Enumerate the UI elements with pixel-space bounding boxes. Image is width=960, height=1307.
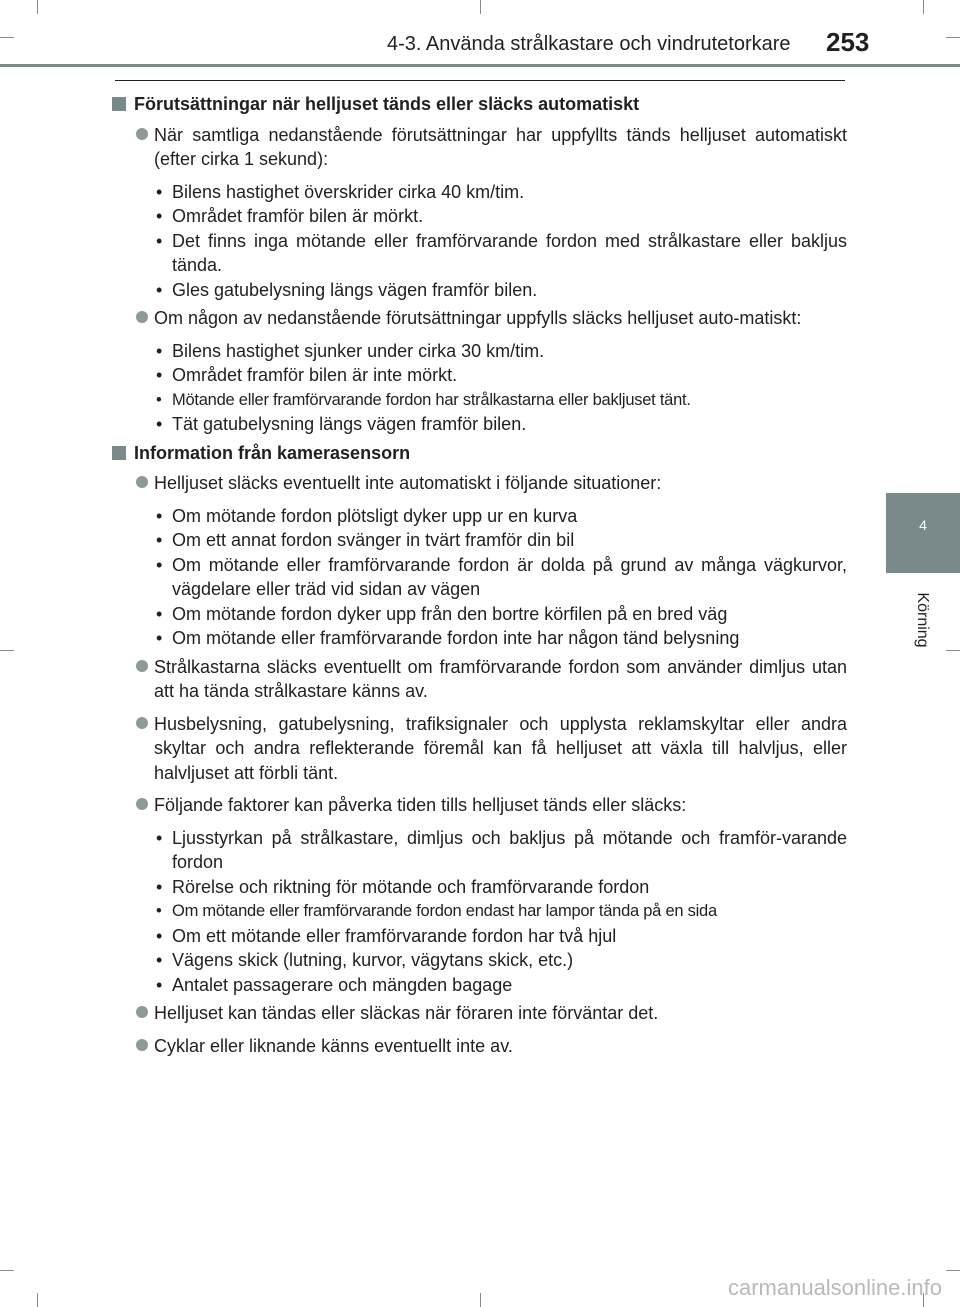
page-number: 253 — [826, 27, 870, 57]
section-heading — [112, 92, 847, 117]
dot-bullet-icon: • — [156, 603, 163, 624]
point-text: När samtliga nedanstående förutsättningar har uppfyllts tänds helljuset automatiskt (efter cirka 1 sekund): — [154, 124, 847, 169]
sub-list — [112, 504, 847, 651]
circle-bullet-icon — [136, 798, 148, 810]
list-item-text: Bilens hastighet sjunker under cirka 30 km/tim. — [172, 340, 545, 361]
list-item-text: Tät gatubelysning längs vägen framför bilen. — [172, 414, 527, 434]
list-item — [112, 602, 847, 627]
list-item-text: Gles gatubelysning längs vägen framför bilen. — [172, 279, 538, 300]
list-item — [112, 339, 847, 364]
list-item-text: Om mötande eller framförvarande fordon är dolda på grund av många vägkurvor, vägdelare eller träd vid sidan av vägen — [172, 554, 847, 599]
point-text: Strålkastarna släcks eventuellt om framförvarande fordon som använder dimljus utan att ha tända strålkastare känns av. — [154, 656, 847, 701]
heading-text: Förutsättningar när helljuset tänds eller släcks automatiskt — [134, 94, 640, 114]
dot-bullet-icon: • — [156, 950, 163, 970]
dot-bullet-icon: • — [156, 925, 163, 946]
list-item — [112, 278, 847, 303]
chapter-label: Körning — [914, 592, 931, 648]
dot-bullet-icon: • — [156, 876, 163, 897]
list-item — [112, 229, 847, 278]
list-item — [112, 553, 847, 602]
list-item-text: Det finns inga mötande eller framförvarande fordon med strålkastare eller bakljus tända. — [172, 230, 847, 275]
square-marker-icon — [112, 446, 126, 460]
crop-mark — [37, 0, 38, 14]
dot-bullet-icon: • — [156, 827, 163, 848]
bullet-point — [112, 123, 847, 172]
crop-mark — [480, 1293, 481, 1307]
crop-mark — [0, 1270, 14, 1271]
list-item — [112, 204, 847, 229]
header-rule — [0, 64, 960, 67]
crop-mark — [923, 0, 924, 14]
list-item — [112, 504, 847, 529]
dot-bullet-icon: • — [156, 902, 162, 920]
list-item — [112, 180, 847, 205]
list-item-text: Om mötande eller framförvarande fordon inte har någon tänd belysning — [172, 628, 740, 648]
list-item — [112, 412, 847, 437]
list-item — [112, 924, 847, 949]
sub-list — [112, 180, 847, 303]
list-item-text: Om mötande fordon dyker upp från den bortre körfilen på en bred väg — [172, 603, 728, 624]
circle-bullet-icon — [136, 311, 148, 323]
crop-mark — [37, 1293, 38, 1307]
point-text: Följande faktorer kan påverka tiden tills helljuset tänds eller släcks: — [154, 795, 687, 815]
section-title: 4-3. Använda strålkastare och vindrutetorkare — [387, 33, 791, 55]
dot-bullet-icon: • — [156, 554, 163, 575]
circle-bullet-icon — [136, 717, 148, 729]
chapter-tab — [886, 493, 960, 573]
dot-bullet-icon: • — [156, 206, 163, 226]
list-item-text: Om mötande eller framförvarande fordon endast har lampor tända på en sida — [172, 902, 717, 920]
circle-bullet-icon — [136, 660, 148, 672]
dot-bullet-icon: • — [156, 390, 162, 409]
circle-bullet-icon — [136, 128, 148, 140]
list-item — [112, 899, 847, 924]
circle-bullet-icon — [136, 476, 148, 488]
list-item-text: Antalet passagerare och mängden bagage — [172, 974, 513, 995]
crop-mark — [946, 1270, 960, 1271]
dot-bullet-icon: • — [156, 279, 163, 300]
list-item — [112, 875, 847, 900]
list-item-text: Om mötande fordon plötsligt dyker upp ur en kurva — [172, 505, 578, 526]
point-text: Cyklar eller liknande känns eventuellt inte av. — [154, 1035, 513, 1056]
list-item-text: Området framför bilen är mörkt. — [172, 206, 424, 226]
list-item-text: Ljusstyrkan på strålkastare, dimljus och bakljus på mötande och framför-varande fordon — [172, 827, 847, 872]
list-item-text: Området framför bilen är inte mörkt. — [172, 365, 458, 385]
list-item — [112, 626, 847, 651]
dot-bullet-icon: • — [156, 505, 163, 526]
section-heading — [112, 441, 847, 466]
bullet-point — [112, 712, 847, 786]
list-item — [112, 388, 847, 413]
bullet-point — [112, 655, 847, 704]
main-content — [112, 92, 847, 1066]
list-item-text: Mötande eller framförvarande fordon har strålkastarna eller bakljuset tänt. — [172, 390, 691, 409]
crop-mark — [946, 37, 960, 38]
bullet-point — [112, 306, 847, 331]
dot-bullet-icon: • — [156, 340, 163, 361]
list-item — [112, 528, 847, 553]
sub-list — [112, 339, 847, 437]
list-item — [112, 948, 847, 973]
content-rule — [115, 80, 845, 81]
list-item — [112, 363, 847, 388]
point-text: Helljuset kan tändas eller släckas när föraren inte förväntar det. — [154, 1003, 659, 1023]
sub-list — [112, 826, 847, 998]
list-item-text: Bilens hastighet överskrider cirka 40 km/tim. — [172, 181, 525, 202]
circle-bullet-icon — [136, 1006, 148, 1018]
watermark: carmanualsonline.info — [727, 1275, 942, 1300]
crop-mark — [480, 0, 481, 14]
circle-bullet-icon — [136, 1039, 148, 1051]
dot-bullet-icon: • — [156, 530, 163, 550]
bullet-point — [112, 793, 847, 818]
dot-bullet-icon: • — [156, 628, 163, 648]
dot-bullet-icon: • — [156, 365, 163, 385]
list-item — [112, 973, 847, 998]
point-text: Helljuset släcks eventuellt inte automatiskt i följande situationer: — [154, 473, 662, 493]
crop-mark — [0, 37, 14, 38]
list-item-text: Om ett mötande eller framförvarande fordon har två hjul — [172, 925, 617, 946]
point-text: Om någon av nedanstående förutsättningar uppfylls släcks helljuset auto-matiskt: — [154, 308, 802, 328]
dot-bullet-icon: • — [156, 414, 163, 434]
point-text: Husbelysning, gatubelysning, trafiksignaler och upplysta reklamskyltar eller andra skyltar och andra reflekterande föremål kan få helljuset att växla till halvljus, eller halvljuset att förbli tänt. — [154, 713, 847, 783]
bullet-point — [112, 1034, 847, 1059]
crop-mark — [946, 650, 960, 651]
chapter-number: 4 — [919, 517, 927, 533]
list-item-text: Rörelse och riktning för mötande och framförvarande fordon — [172, 876, 650, 897]
dot-bullet-icon: • — [156, 974, 163, 995]
list-item-text: Vägens skick (lutning, kurvor, vägytans skick, etc.) — [172, 950, 574, 970]
heading-text: Information från kamerasensorn — [134, 442, 411, 463]
crop-mark — [0, 650, 14, 651]
dot-bullet-icon: • — [156, 181, 163, 202]
list-item-text: Om ett annat fordon svänger in tvärt framför din bil — [172, 530, 575, 550]
list-item — [112, 826, 847, 875]
bullet-point — [112, 471, 847, 496]
dot-bullet-icon: • — [156, 230, 163, 251]
square-marker-icon — [112, 97, 126, 111]
bullet-point — [112, 1001, 847, 1026]
